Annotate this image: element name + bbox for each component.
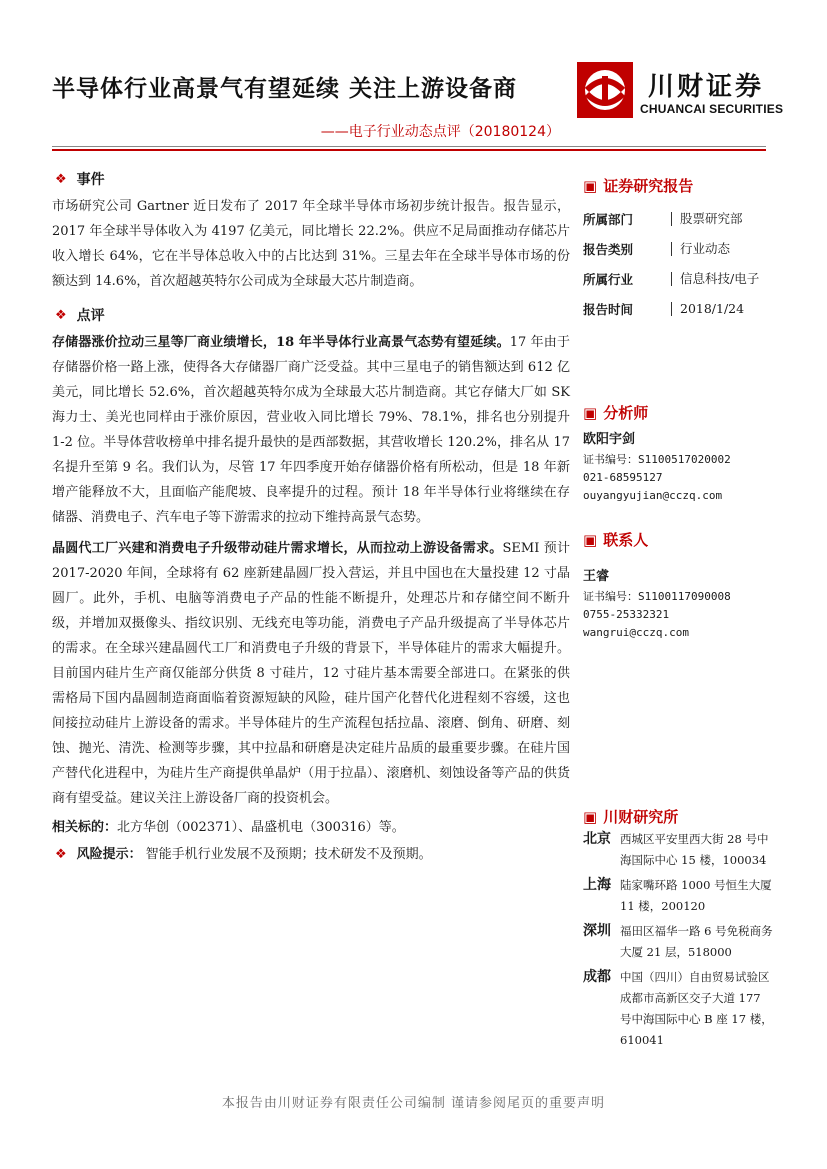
comment-p1-body: 17 年由于存储器价格一路上涨，使得各大存储器厂商广泛受益。其中三星电子的销售额达到 612 亿美元，同比增长 52.6%，首次超越英特尔成为全球最大芯片制造商。其它存储大厂如 SK 海力士、美光也同样由于涨价原因，营业收入同比增长 79%、78.1%，排名也分别提升 1-2 位。半导体营收榜单中排名提升最快的是西部数据，其营收增长 120.2%，排名从 17 名提升至第 9 名。我们认为，尽管 17 年四季度开始存储器价格有所松动，但是 18 年新增产能释放不大，且面临产能爬坡、良率提升的过程。预计 18 年半导体行业将继续在存储器、消费电子、汽车电子等下游需求的拉动下维持高景气态势。 [52, 335, 570, 525]
analyst-cert: 证书编号：S1100517020002 [583, 453, 731, 466]
contact-icon: ▣ [583, 530, 598, 549]
main-content [52, 162, 570, 867]
institute-heading: ▣ 川财研究所 [583, 807, 679, 826]
report-subtitle: ——电子行业动态点评（20180124） [320, 124, 560, 140]
comment-p2-lead: 晶圆代工厂兴建和消费电子升级带动硅片需求增长，从而拉动上游设备需求。 [52, 541, 503, 556]
comment-paragraph-2 [52, 536, 570, 811]
report-info-heading: ▣ 证券研究报告 [583, 176, 694, 195]
office-shanghai: 上海 陆家嘴环路 1000 号恒生大厦 11 楼，200120 [583, 877, 772, 913]
related-label: 相关标的： [52, 820, 118, 835]
office-chengdu: 成都 中国（四川）自由贸易试验区成都市高新区交子大道 177 号中海国际中心 B 座 17 楼，610041 [583, 969, 773, 1047]
office-beijing: 北京 西城区平安里西大街 28 号中海国际中心 15 楼，100034 [583, 831, 769, 867]
comment-p1-lead: 存储器涨价拉动三星等厂商业绩增长，18 年半导体行业高景气态势有望延续。 [52, 335, 510, 350]
analyst-email[interactable]: ouyangyujian@cczq.com [583, 489, 723, 502]
contact-phone: 0755-25332321 [583, 608, 670, 621]
risk-warning [52, 842, 570, 867]
contact-email[interactable]: wangrui@cczq.com [583, 626, 689, 639]
institute-panel [583, 806, 773, 1055]
event-heading: ❖ 事件 [55, 171, 105, 188]
analyst-panel [583, 402, 773, 505]
contact-name: 王睿 [583, 569, 610, 584]
diamond-bullet-icon: ❖ [55, 171, 67, 187]
risk-label: 风险提示： [76, 847, 142, 862]
contact-panel [583, 529, 773, 642]
logo-name-en: CHUANCAI SECURITIES [640, 102, 784, 116]
report-icon: ▣ [583, 176, 598, 195]
header-divider [52, 146, 766, 147]
info-row-department: 所属部门 股票研究部 [583, 211, 743, 227]
logo-name-cn: 川财证券 [648, 72, 765, 102]
contact-cert: 证书编号：S1100117090008 [583, 590, 731, 603]
comment-p2-body: SEMI 预计 2017-2020 年间，全球将有 62 座新建晶圆厂投入营运，并且中国也在大量投建 12 寸晶圆厂。此外，手机、电脑等消费电子产品的性能不断提升，处理芯片和存储空间不断升级，并增加双摄像头、指纹识别、无线充电等功能，消费电子产品升级提高了半导体芯片的需求。在全球兴建晶圆代工厂和消费电子升级的背景下，半导体硅片的需求大幅提升。目前国内硅片生产商仅能部分供货 8 寸硅片，12 寸硅片基本需要全部进口。在紧张的供需格局下国内晶圆制造商面临着资源短缺的风险，硅片国产化替代化进程刻不容缓，这也间接拉动硅片上游设备的需求。半导体硅片的生产流程包括拉晶、滚磨、倒角、研磨、刻蚀、抛光、清洗、检测等步骤，其中拉晶和研磨是决定硅片品质的最重要步骤。在硅片国产替代化进程中，为硅片生产商提供单晶炉（用于拉晶）、滚磨机、刻蚀设备等产品的供货商有望受益。建议关注上游设备厂商的投资机会。 [52, 541, 570, 806]
analyst-heading: ▣ 分析师 [583, 403, 649, 422]
company-logo-icon [577, 62, 633, 118]
related-text: 北方华创（002371）、晶盛机电（300316）等。 [117, 820, 405, 835]
event-text: 市场研究公司 Gartner 近日发布了 2017 年全球半导体市场初步统计报告。报告显示，2017 年全球半导体收入为 4197 亿美元，同比增长 22.2%。供应不足局面推动存储芯片收入增长 64%，它在半导体总收入中的占比达到 31%。三星去年在全球半导体市场的份额达到 14.6%，首次超越英特尔公司成为全球最大芯片制造商。 [52, 199, 570, 289]
office-shenzhen: 深圳 福田区福华一路 6 号免税商务大厦 21 层，518000 [583, 923, 773, 959]
info-row-date: 报告时间 2018/1/24 [583, 301, 745, 317]
header-divider-accent [52, 149, 766, 151]
risk-text: 智能手机行业发展不及预期；技术研发不及预期。 [145, 847, 432, 862]
diamond-bullet-icon: ❖ [55, 847, 67, 862]
comment-heading: ❖ 点评 [55, 307, 105, 324]
analyst-name: 欧阳宇剑 [583, 432, 636, 447]
analyst-phone: 021-68595127 [583, 471, 663, 484]
report-info-panel [583, 175, 773, 324]
analyst-icon: ▣ [583, 403, 598, 422]
related-stocks [52, 815, 570, 840]
contact-heading: ▣ 联系人 [583, 530, 649, 549]
report-title: 半导体行业高景气有望延续 关注上游设备商 [52, 76, 518, 102]
diamond-bullet-icon: ❖ [55, 307, 67, 323]
institute-icon: ▣ [583, 807, 598, 826]
info-row-category: 报告类别 行业动态 [583, 241, 731, 257]
contact-card [583, 566, 773, 642]
page-footer: 本报告由川财证券有限责任公司编制 谨请参阅尾页的重要声明 [221, 1096, 606, 1111]
info-row-industry: 所属行业 信息科技/电子 [583, 271, 760, 287]
comment-paragraph-1 [52, 330, 570, 530]
analyst-card [583, 429, 773, 505]
